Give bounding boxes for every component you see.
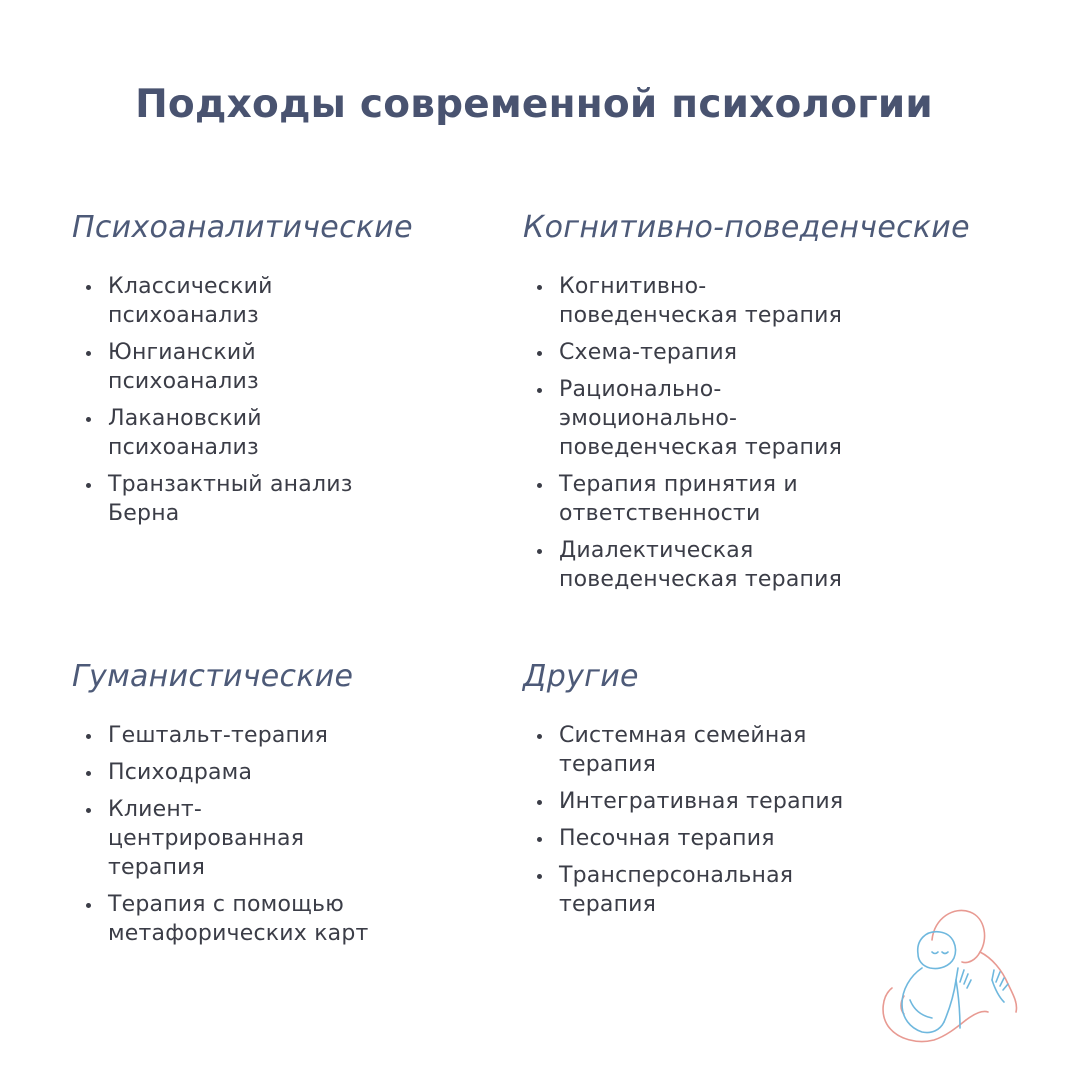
section-humanistic — [72, 659, 532, 946]
bullet-icon — [537, 800, 542, 805]
list-item: Терапия с помощью метафорических карт — [86, 890, 386, 948]
bullet-icon — [537, 388, 542, 393]
inner-figure-icon — [902, 932, 1008, 1033]
list-item: Трансперсональная терапия — [537, 861, 857, 919]
list-item: Юнгианский психоанализ — [86, 338, 386, 396]
approach-list — [86, 272, 386, 536]
list-item: Клиент-центрированная терапия — [86, 795, 386, 882]
bullet-icon — [537, 837, 542, 842]
bullet-icon — [537, 549, 542, 554]
list-item: Диалектическая поведенческая терапия — [537, 536, 882, 594]
section-cognitive-behavioral — [523, 210, 983, 592]
section-psychoanalytic — [72, 210, 532, 526]
bullet-icon — [537, 734, 542, 739]
list-item: Когнитивно-поведенческая терапия — [537, 272, 882, 330]
list-item: Терапия принятия и ответственности — [537, 470, 882, 528]
list-item: Системная семейная терапия — [537, 721, 857, 779]
approach-list — [537, 272, 882, 602]
outer-figure-icon — [883, 910, 1016, 1041]
bullet-icon — [86, 285, 91, 290]
section-heading: Гуманистические — [72, 659, 354, 694]
bullet-icon — [537, 483, 542, 488]
bullet-icon — [537, 285, 542, 290]
bullet-icon — [86, 808, 91, 813]
bullet-icon — [86, 903, 91, 908]
list-item: Гештальт-терапия — [86, 721, 386, 750]
bullet-icon — [537, 351, 542, 356]
section-heading: Когнитивно-поведенческие — [523, 210, 970, 245]
list-item: Лакановский психоанализ — [86, 404, 386, 462]
bullet-icon — [86, 417, 91, 422]
list-item: Транзактный анализ Берна — [86, 470, 386, 528]
list-item: Песочная терапия — [537, 824, 857, 853]
approach-list — [537, 721, 857, 927]
list-item: Психодрама — [86, 758, 386, 787]
bullet-icon — [86, 771, 91, 776]
bullet-icon — [86, 734, 91, 739]
list-item: Схема-терапия — [537, 338, 882, 367]
list-item: Интегративная терапия — [537, 787, 857, 816]
section-heading: Психоаналитические — [72, 210, 413, 245]
approach-list — [86, 721, 386, 956]
embrace-illustration-icon — [870, 900, 1030, 1060]
list-item: Рационально-эмоционально-поведенческая терапия — [537, 375, 882, 462]
bullet-icon — [537, 874, 542, 879]
bullet-icon — [86, 483, 91, 488]
list-item: Классический психоанализ — [86, 272, 386, 330]
section-other — [523, 659, 983, 917]
page-title: Подходы современной психологии — [135, 82, 933, 127]
bullet-icon — [86, 351, 91, 356]
section-heading: Другие — [523, 659, 639, 694]
